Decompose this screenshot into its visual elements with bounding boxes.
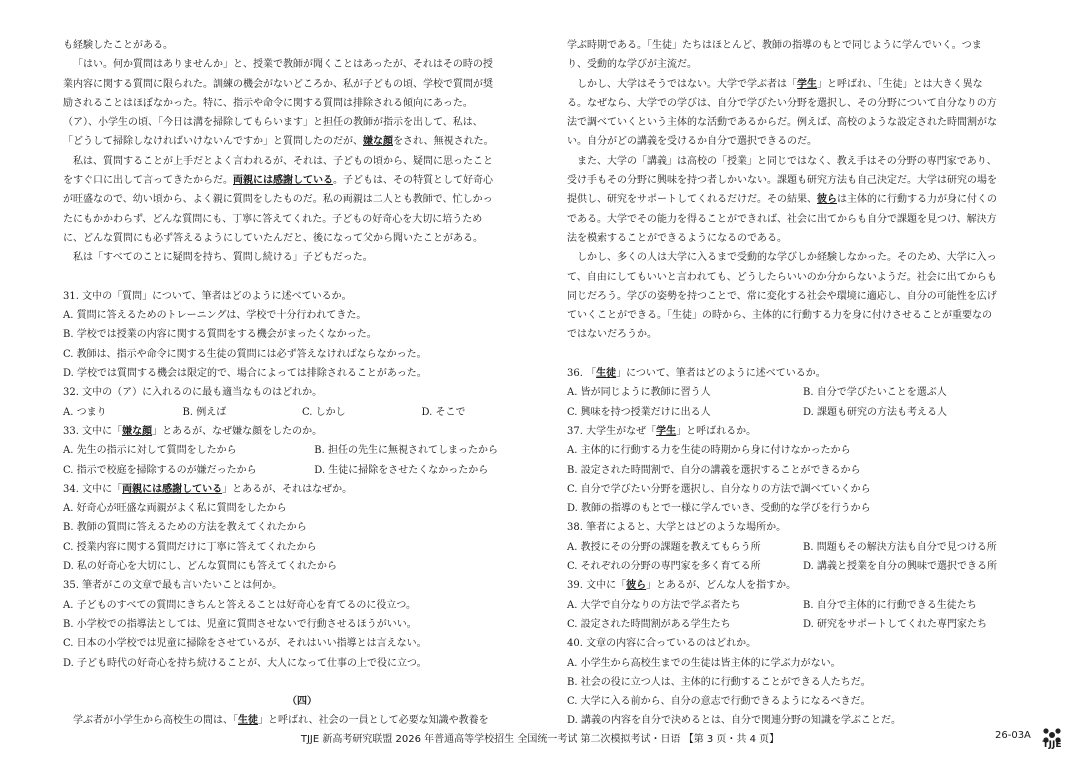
text-line: 受け手もその分野に興味を持つ者しかいない。課題も研究方法も自己決定だ。大学は研究の場を: [567, 175, 997, 187]
option: A. 子どものすべての質問にきちんと答えることは好奇心を育てるのに役立つ。: [63, 599, 416, 611]
text-line: である。大学でその能力を得ることができれば、社会に出てからも自分で課題を見つけ、解決方: [567, 213, 997, 225]
text-segment: 提供し、研究をサポートしてくれるだけだ。その結果、: [567, 194, 817, 206]
option: A. 小学生から高校生までの生徒は皆主体的に学ぶ力がない。: [567, 657, 841, 669]
text-line: [567, 75, 1039, 94]
options-row: [567, 383, 1039, 402]
option: A. つまり: [63, 406, 107, 418]
text-line: 励されることはほぼなかった。特に、指示や命令に関する質問は排除される傾向にあった。: [63, 97, 473, 109]
option: A. 大学で自分なりの方法で学ぶ者たち: [567, 599, 741, 611]
options-row: [567, 403, 1039, 422]
text-segment: は主体的に行動する力が身に付くの: [837, 194, 997, 206]
option: D. そこで: [421, 406, 466, 418]
text-line: 「はい。何か質問はありませんか」と、授業で教師が聞くことはあったが、それはその時の授: [73, 59, 493, 71]
text-segment: しかし、大学はそうではない。大学で学ぶ者は「: [577, 78, 797, 90]
text-segment: 34. 文中に「: [63, 483, 123, 495]
text-line: 法を模索することができるようになるのである。: [567, 232, 787, 244]
option: A. 主体的に行動する力を生徒の時期から身に付けなかったから: [567, 445, 851, 457]
options-row: [567, 615, 1039, 634]
option: D. 学校では質問する機会は限定的で、場合によっては排除されることがあった。: [63, 368, 427, 380]
question-37: [567, 422, 1039, 441]
option: B. 自分で主体的に行動できる生徒たち: [803, 599, 977, 611]
option: C. 興味を持つ授業だけに出る人: [567, 406, 711, 418]
question-34: [63, 480, 541, 499]
option: C. 指示で校庭を掃除するのが嫌だったから: [63, 464, 257, 476]
options-row: [567, 538, 1039, 557]
text-line: る。なぜなら、大学での学びは、自分で学びたい分野を選択し、その分野について自分なりの方: [567, 97, 997, 109]
text-segment: をされ、無視された。: [393, 136, 494, 148]
question-35: 35. 筆者がこの文章で最も言いたいことは何か。: [63, 580, 283, 592]
option: D. 課題も研究の方法も考える人: [803, 406, 948, 418]
underlined-phrase: 学生: [797, 78, 817, 90]
text-line: ていくことができる。「生徒」の時から、主体的に行動する力を身に付けさせることが重要なの: [567, 310, 992, 322]
option: B. 問題もその解決方法も自分で見つける所: [803, 541, 997, 553]
options-row: [63, 403, 541, 422]
underlined-phrase: 学生: [656, 425, 677, 437]
question-31: 31. 文中の「質問」について、筆者はどのように述べているか。: [63, 290, 352, 302]
text-segment: 。子どもは、その特質として好奇心: [333, 175, 493, 187]
option: C. しかし: [302, 406, 346, 418]
option: B. 例えば: [182, 406, 227, 418]
question-39: [567, 576, 1039, 595]
text-line: 学ぶ時期である。「生徒」たちはほとんど、教師の指導のもとで同じように学んでいく。つま: [567, 40, 982, 51]
underlined-phrase: 生徒: [238, 715, 258, 727]
text-line: り、受動的な学びが主流だ。: [567, 59, 697, 71]
option: C. 設定された時間割がある学生たち: [567, 618, 731, 630]
underlined-phrase: 両親には感謝している: [122, 483, 223, 495]
text-line: が旺盛なので、幼い頃から、よく親に質問をしたものだ。私の両親は二人とも教師で、忙しかっ: [63, 194, 493, 206]
option: A. 先生の指示に対して質問をしたから: [63, 445, 237, 457]
option: B. 教師の質問に答えるための方法を教えてくれたから: [63, 522, 307, 534]
text-line: い。自分がどの講義を受けるか自分で選択できるのだ。: [567, 136, 817, 148]
option: B. 社会の役に立つ人は、主体的に行動することができる人たちだ。: [567, 676, 871, 688]
option: D. 講義と授業を自分の興味で選択できる所: [803, 561, 998, 573]
option: D. 教師の指導のもとで一様に学んでいき、受動的な学びを行うから: [567, 503, 871, 515]
right-column: [567, 36, 1039, 731]
option: A. 皆が同じように教師に習う人: [567, 387, 711, 399]
option: C. 授業内容に関する質問だけに丁寧に答えてくれたから: [63, 541, 317, 553]
text-segment: 39. 文中に「: [567, 580, 627, 592]
underlined-phrase: 彼ら: [626, 580, 647, 592]
option: C. 大学に入る前から、自分の意志で行動できるようになるべきだ。: [567, 696, 871, 708]
question-33: [63, 422, 541, 441]
text-line: 私は「すべてのことに疑問を持ち、質問し続ける」子どもだった。: [73, 252, 373, 264]
option: A. 好奇心が旺盛な両親がよく私に質問をしたから: [63, 503, 287, 515]
underlined-phrase: 彼ら: [817, 194, 837, 206]
option: D. 生徒に掃除をさせたくなかったから: [314, 464, 489, 476]
options-row: [63, 461, 541, 480]
text-segment: 「どうして掃除しなければいけないんですか」と質問したのだが、: [63, 136, 363, 148]
logo-label: TJJE: [1042, 740, 1062, 750]
option: B. 担任の先生に無視されてしまったから: [314, 445, 498, 457]
text-line: ではないだろうか。: [567, 329, 657, 341]
text-segment: 学ぶ者が小学生から高校生の間は、「: [73, 715, 238, 727]
option: D. 子ども時代の好奇心を持ち続けることが、大人になって仕事の上で役に立つ。: [63, 657, 427, 669]
text-line: も経験したことがある。: [63, 40, 173, 51]
page-footer: TJJE 新高考研究联盟 2026 年普通高等学校招生 全国统一考试 第二次模拟考试・日语 【第 3 页・共 4 页】: [300, 734, 780, 745]
exam-code: 26-03A: [995, 730, 1031, 741]
text-line: また、大学の「講義」は高校の「授業」と同じではなく、教え手はその分野の専門家であり、: [577, 155, 997, 167]
option: B. 設定された時間割で、自分の講義を選択することができるから: [567, 464, 861, 476]
option: C. 教師は、指示や命令に関する生徒の質問には必ず答えなければならなかった。: [63, 348, 427, 360]
underlined-phrase: 生徒: [596, 368, 617, 380]
left-column: [63, 36, 541, 731]
underlined-phrase: 嫌な顔: [363, 136, 393, 148]
text-segment: 」と呼ばれるか。: [676, 425, 757, 437]
option: D. 講義の内容を自分で決めるとは、自分で関連分野の知識を学ぶことだ。: [567, 715, 902, 727]
text-line: [63, 711, 541, 730]
option: D. 研究をサポートしてくれた専門家たち: [803, 618, 988, 630]
options-row: [567, 557, 1039, 576]
text-line: [567, 190, 1039, 209]
question-32: 32. 文中の（ア）に入れるのに最も適当なものはどれか。: [63, 387, 323, 399]
text-line: て、自由にしてもいいと言われても、どうしたらいいのか分からないようだ。社会に出てからも: [567, 271, 997, 283]
question-40: 40. 文章の内容に合っているのはどれか。: [567, 638, 757, 650]
option: B. 小学校での指導法としては、児童に質問させないで行動させるほうがいい。: [63, 618, 417, 630]
option: B. 学校では授業の内容に関する質問をする機会がまったくなかった。: [63, 329, 377, 341]
text-line: に、どんな質問にも必ず答えるようにしていたんだと、後になって父から聞いたことがある。: [63, 232, 483, 244]
option: D. 私の好奇心を大切にし、どんな質問にも答えてくれたから: [63, 561, 338, 573]
underlined-phrase: 両親には感謝している: [233, 175, 333, 187]
option: C. 日本の小学校では児童に掃除をさせているが、それはいい指導とは言えない。: [63, 638, 427, 650]
option: C. それぞれの分野の専門家を多く育てる所: [567, 561, 761, 573]
text-segment: 33. 文中に「: [63, 425, 123, 437]
text-line: 同じだろう。学びの姿勢を持つことで、常に変化する社会や環境に適応し、自分の可能性を広げ: [567, 290, 997, 302]
question-36: [567, 364, 1039, 383]
underlined-phrase: 嫌な顔: [122, 425, 153, 437]
text-segment: 」とあるが、どんな人を指すか。: [646, 580, 797, 592]
option: C. 自分で学びたい分野を選択し、自分なりの方法で調べていくから: [567, 483, 871, 495]
options-row: [63, 441, 541, 460]
options-row: [567, 596, 1039, 615]
text-segment: 36. 「: [567, 368, 597, 380]
text-line: しかし、多くの人は大学に入るまで受動的な学びしか経験しなかった。そのため、大学に入っ: [577, 252, 997, 264]
text-segment: 37. 大学生がなぜ「: [567, 425, 657, 437]
text-line: 法で調べていくという主体的な活動であるからだ。例えば、高校のような設定された時間割がな: [567, 117, 997, 129]
option: B. 自分で学びたいことを選ぶ人: [803, 387, 947, 399]
text-line: （ア）、小学生の頃、「今日は溝を掃除してもらいます」と担任の教師が指示を出して、私は、: [63, 117, 483, 129]
section-heading: （四）: [287, 696, 317, 708]
text-line: たにもかかわらず、どんな質問にも、丁寧に答えてくれた。子どもの好奇心を大切に培うため: [63, 213, 483, 225]
option: A. 質問に答えるためのトレーニングは、学校で十分行われてきた。: [63, 310, 367, 322]
text-line: [63, 171, 541, 190]
text-line: [63, 132, 541, 151]
text-segment: 」について、筆者はどのように述べているか。: [616, 368, 826, 380]
question-38: 38. 筆者によると、大学とはどのような場所か。: [567, 522, 787, 534]
text-line: 私は、質問することが上手だとよく言われるが、それは、子どもの頃から、疑問に思ったこと: [73, 155, 493, 167]
text-line: 業内容に関する質問に限られた。訓練の機会がないどころか、私が子どもの頃、学校で質問が奨: [63, 78, 493, 90]
text-segment: をすぐ口に出して言ってきたからだ。: [63, 175, 233, 187]
text-segment: 」とあるが、それはなぜか。: [222, 483, 353, 495]
text-segment: 」と呼ばれ、社会の一員として必要な知識や教養を: [258, 715, 489, 727]
text-segment: 」と呼ばれ、「生徒」とは大きく異な: [817, 78, 983, 90]
option: A. 教授にその分野の課題を教えてもらう所: [567, 541, 761, 553]
text-segment: 」とあるが、なぜ嫌な顔をしたのか。: [152, 425, 323, 437]
